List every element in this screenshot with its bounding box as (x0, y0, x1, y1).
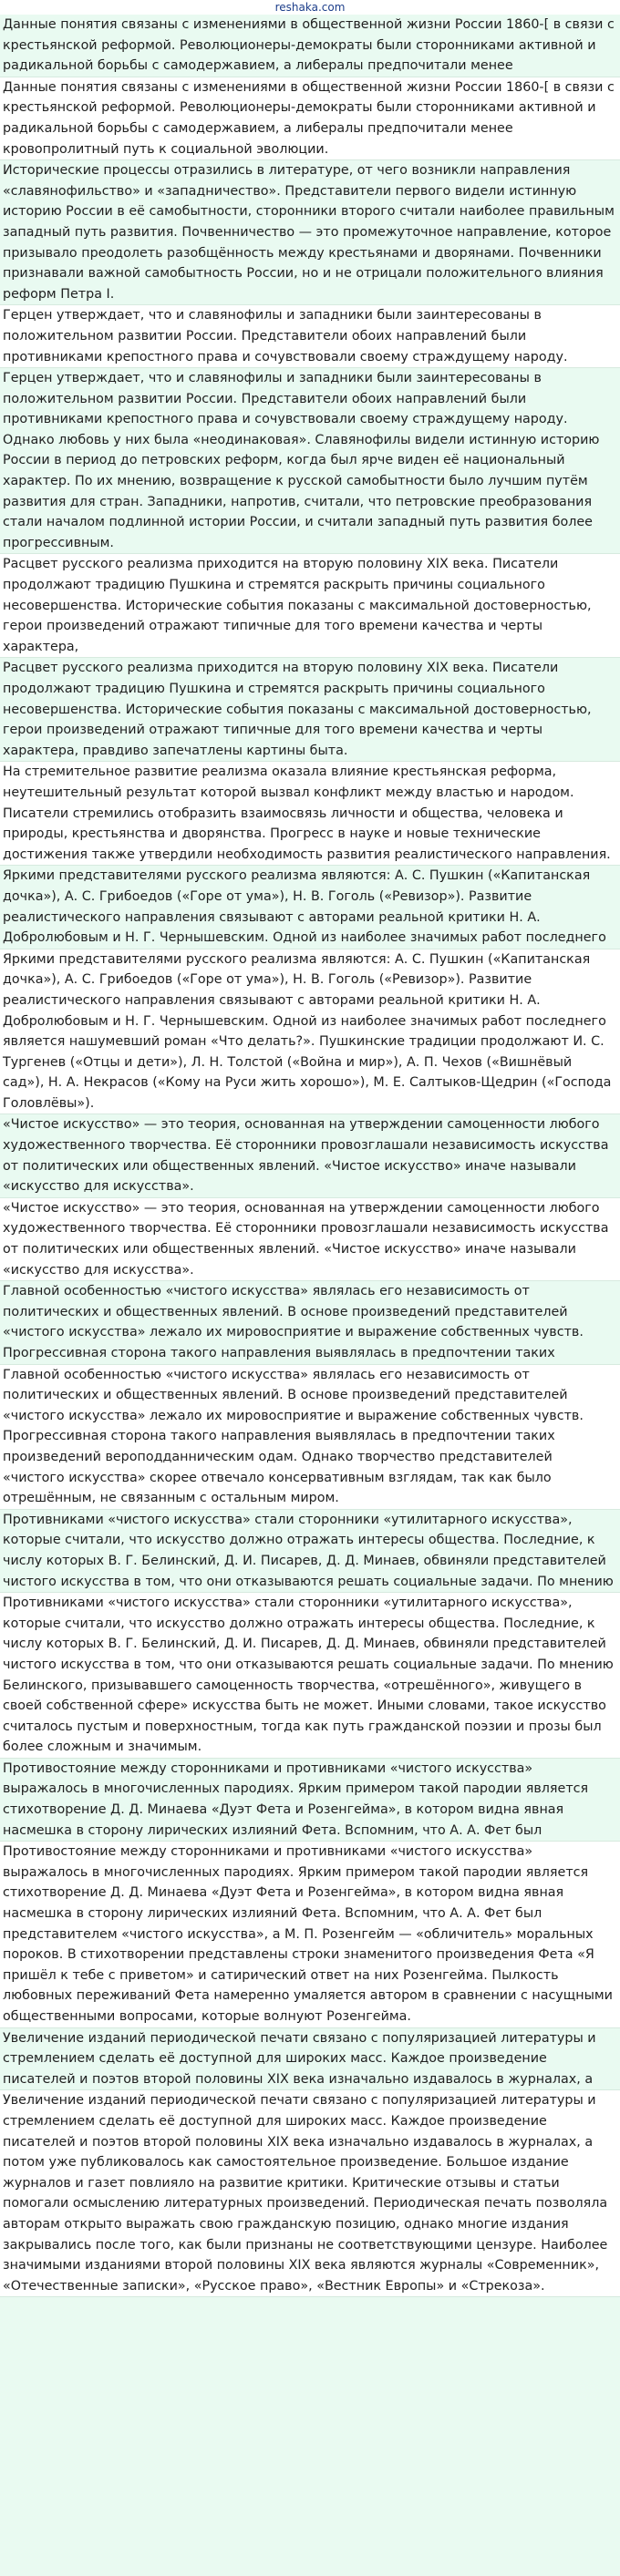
answer-block (0, 2028, 620, 2091)
answer-block (0, 1114, 620, 1197)
answer-text: Яркими представителями русского реализма являются: А. С. Пушкин («Капитанская дочка»), А. С. Грибоедов («Горе от ума»), Н. В. Гоголь («Ревизор»). Развитие реалистического направления связывают с авторами реальной критики Н. А. Добролюбовым и Н. Г. Чернышевским. Одной из наиболее значимых работ последнего является нашумевший роман «Что делать?». Пушкинские традиции продолжают И. С. Тургенев («Отцы и дети»), Л. Н. Толстой («Война и мир»), А. П. Чехов («Вишнёвый сад»), Н. А. Некрасов («Кому на Руси жить хорошо»), М. Е. Салтыков-Щедрин («Господа Головлёвы»). (3, 951, 612, 1111)
answer-block (0, 2090, 620, 2297)
answer-block (0, 762, 620, 866)
answer-text: «Чистое искусство» — это теория, основанная на утверждении самоценности любого художественного творчества. Её сторонники провозглашали независимость искусства от политических или общественных явлений. «Чистое искусство» иначе называли «искусство для искусства». (3, 1117, 609, 1195)
answer-block (0, 1842, 620, 2027)
answer-block (0, 305, 620, 368)
answer-text: Противостояние между сторонниками и противниками «чистого искусства» выражалось в многочисленных пародиях. Ярким примером такой пародии является стихотворение Д. Д. Минаева «Дуэт Фета и Розенгейма», в котором видна явная насмешка в сторону лирических излияний Фета. Вспомним, что А. А. Фет был представителем «чистого искусства», а М. П. Розенгейм — «обличитель» моральных пороков. В стихотворении представлены строки знаменитого произведения Фета «Я пришёл к тебе с приветом» и сатирический ответ на них Розенгейма. Пылкость любовных переживаний Фета намеренно умаляется автором в сравнении с насущными общественными вопросами, которые волнуют Розенгейма. (3, 1844, 613, 2024)
answer-block (0, 1281, 620, 1364)
answer-text: Расцвет русского реализма приходится на вторую половину XIX века. Писатели продолжают традицию Пушкина и стремятся раскрыть причины социального несовершенства. Исторические события показаны с максимальной достоверностью, герои произведений отражают типичные для того времени качества и черты характера, (3, 557, 592, 654)
answer-text: «Чистое искусство» — это теория, основанная на утверждении самоценности любого художественного творчества. Её сторонники провозглашали независимость искусства от политических или общественных явлений. «Чистое искусство» иначе называли «искусство для искусства». (3, 1200, 609, 1278)
answer-block (0, 1198, 620, 1281)
answer-text: Противниками «чистого искусства» стали сторонники «утилитарного искусства», которые считали, что искусство должно отражать интересы общества. Последние, к числу которых В. Г. Белинский, Д. И. Писарев, Д. Д. Минаев, обвиняли представителей чистого искусства в том, что они отказываются решать социальные задачи. По мнению (3, 1512, 614, 1589)
answer-block (0, 949, 620, 1115)
answer-text: Противниками «чистого искусства» стали сторонники «утилитарного искусства», которые считали, что искусство должно отражать интересы общества. Последние, к числу которых В. Г. Белинский, Д. И. Писарев, Д. Д. Минаев, обвиняли представителей чистого искусства в том, что они отказываются решать социальные задачи. По мнению Белинского, призывавшего самоценность творчества, «отрешённого», живущего в своей собственной сфере» искусства быть не может. Иными словами, такое искусство считалось пустым и поверхностным, тогда как путь гражданской поэзии и прозы был более сложным и значимым. (3, 1596, 614, 1755)
answer-text: Герцен утверждает, что и славянофилы и западники были заинтересованы в положительном развитии России. Представители обоих направлений были противниками крепостного права и сочувствовали своему страждущему народу. Однако любовь у них была «неодинаковая». Славянофилы видели истинную историю России в период до петровских реформ, когда был ярче виден её национальный характер. По их мнению, возвращение к русской самобытности было лучшим путём развития для стран. Западники, напротив, считали, что петровские преобразования стали началом подлинной истории России, и считали западный путь развития более прогрессивным. (3, 371, 600, 550)
answer-text: Главной особенностью «чистого искусства» являлась его независимость от политических и общественных явлений. В основе произведений представителей «чистого искусства» лежало их мировосприятие и выражение собственных чувств. Прогрессивная сторона такого направления выявлялась в предпочтении таких (3, 1284, 584, 1360)
answer-block (0, 658, 620, 762)
answer-text: Яркими представителями русского реализма являются: А. С. Пушкин («Капитанская дочка»), А. С. Грибоедов («Горе от ума»), Н. В. Гоголь («Ревизор»). Развитие реалистического направления связывают с авторами реальной критики Н. А. Добролюбовым и Н. Г. Чернышевским. Одной из наиболее значимых работ последнего (3, 868, 606, 946)
answer-text: Противостояние между сторонниками и противниками «чистого искусства» выражалось в многочисленных пародиях. Ярким примером такой пародии является стихотворение Д. Д. Минаева «Дуэт Фета и Розенгейма», в котором видна явная насмешка в сторону лирических излияний Фета. Вспомним, что А. А. Фет был (3, 1760, 589, 1838)
answer-text: Увеличение изданий периодической печати связано с популяризацией литературы и стремлением сделать её доступной для широких масс. Каждое произведение писателей и поэтов второй половины XIX века изначально издавалось в журналах, а (3, 2030, 596, 2087)
answer-text: На стремительное развитие реализма оказала влияние крестьянская реформа, неутешительный результат которой вызвал конфликт между властью и народом. Писатели стремились отобразить взаимосвязь личности и общества, человека и природы, крестьянства и дворянства. Прогресс в науке и новые технические достижения также утвердили необходимость развития реалистического направления. (3, 765, 611, 862)
answer-block (0, 160, 620, 305)
answer-block (0, 1593, 620, 1759)
answer-blocks (0, 15, 620, 2297)
answer-text: Исторические процессы отразились в литературе, от чего возникли направления «славянофильство» и «западничество». Представители первого видели истинную историю России в её самобытности, сторонники второго считали наиболее правильным западный путь развития. Почвенничество — это промежуточное направление, которое призывало преодолеть разобщённость между крестьянами и дворянами. Почвенники признавали важной самобытность России, но и не отрицали положительного влияния реформ Петра I. (3, 163, 615, 302)
answer-text: Данные понятия связаны с изменениями в общественной жизни России 1860-[ в связи с крестьянской реформой. Революционеры-демократы были сторонниками активной и радикальной борьбы с самодержавием, а либералы предпочитали менее кровопролитный путь к социальной эволюции. (3, 79, 615, 157)
answer-text: Герцен утверждает, что и славянофилы и западники были заинтересованы в положительном развитии России. Представители обоих направлений были противниками крепостного права и сочувствовали своему страждущему народу. (3, 308, 568, 364)
answer-block (0, 1510, 620, 1593)
answer-block (0, 1759, 620, 1842)
answer-text: Увеличение изданий периодической печати связано с популяризацией литературы и стремлением сделать её доступной для широких масс. Каждое произведение писателей и поэтов второй половины XIX века изначально издавалось в журналах, а потом уже публиковалось как самостоятельное произведение. Большое издание журналов и газет повлияло на развитие критики. Критические отзывы и статьи помогали осмыслению литературных произведений. Периодическая печать позволяла авторам открыто выражать свою гражданскую позицию, однако многие издания закрывались после того, как были признаны не соответствующими цензуре. Наиболее значимыми изданиями второй половины XIX века являются журналы «Современник», «Отечественные записки», «Русское право», «Вестник Европы» и «Стрекоза». (3, 2093, 608, 2294)
answer-block (0, 554, 620, 658)
answer-block (0, 1365, 620, 1510)
answer-text: Данные понятия связаны с изменениями в общественной жизни России 1860-[ в связи с крестьянской реформой. Революционеры-демократы были сторонниками активной и радикальной борьбы с самодержавием, а либералы предпочитали менее (3, 17, 615, 74)
answer-block (0, 77, 620, 160)
answer-text: Главной особенностью «чистого искусства» являлась его независимость от политических и общественных явлений. В основе произведений представителей «чистого искусства» лежало их мировосприятие и выражение собственных чувств. Прогрессивная сторона такого направления выявлялась в предпочтении таких произведений вероподданническим одам. Однако творчество представителей «чистого искусства» скорее отвечало консервативным взглядам, так как было отрешённым, не связанным с остальным миром. (3, 1367, 584, 1506)
answer-block (0, 866, 620, 949)
answer-text: Расцвет русского реализма приходится на вторую половину XIX века. Писатели продолжают традицию Пушкина и стремятся раскрыть причины социального несовершенства. Исторические события показаны с максимальной достоверностью, герои произведений отражают типичные для того времени качества и черты характера, правдиво запечатлены картины быта. (3, 661, 592, 758)
site-header[interactable]: reshaka.com (0, 0, 620, 15)
answer-block (0, 15, 620, 77)
answer-block (0, 368, 620, 554)
